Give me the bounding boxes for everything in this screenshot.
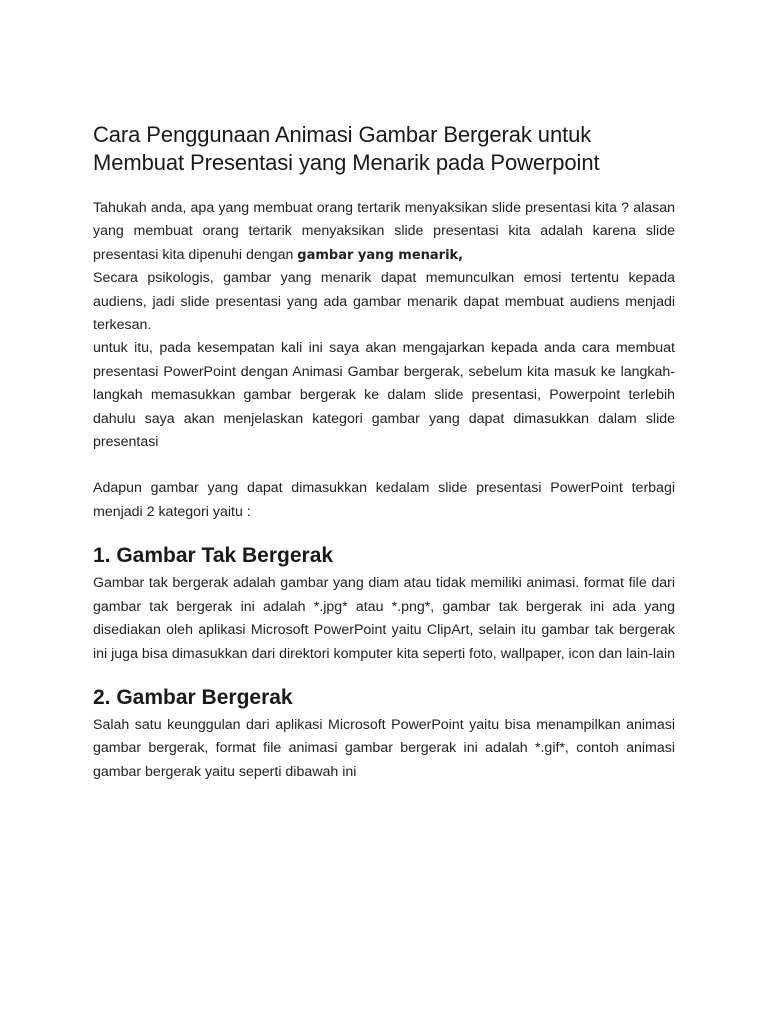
title-line-1: Cara Penggunaan Animasi Gambar Bergerak untuk: [93, 122, 592, 147]
section-heading-gambar-tak-bergerak: 1. Gambar Tak Bergerak: [93, 544, 334, 568]
section-heading-gambar-bergerak: 2. Gambar Bergerak: [93, 685, 293, 709]
intro-text: Tahukah anda, apa yang membuat orang tertarik menyaksikan slide presentasi kita ? alasan yang membuat orang tertarik menyaksikan slide presentasi kita adalah karena slide presentasi kita dipenuhi dengan: [93, 200, 675, 263]
paragraph-spacer: [93, 454, 675, 477]
title-line-2: Membuat Presentasi yang Menarik pada Powerpoint: [93, 150, 600, 175]
document-page: [93, 121, 675, 784]
section-body-gambar-tak-bergerak: Gambar tak bergerak adalah gambar yang diam atau tidak memiliki animasi. format file dari gambar tak bergerak ini adalah *.jpg* atau *.png*, gambar tak bergerak ini ada yang disediakan oleh aplikasi Microsoft PowerPoint yaitu ClipArt, selain itu gambar tak bergerak ini juga bisa dimasukkan dari direktori komputer kita seperti foto, wallpaper, icon dan lain-lain: [93, 575, 675, 662]
untuk-itu-paragraph: untuk itu, pada kesempatan kali ini saya akan mengajarkan kepada anda cara membuat presentasi PowerPoint dengan Animasi Gambar bergerak, sebelum kita masuk ke langkah-langkah memasukkan gambar bergerak ke dalam slide presentasi, Powerpoint terlebih dahulu saya akan menjelaskan kategori gambar yang dapat dimasukkan dalam slide presentasi: [93, 340, 675, 451]
document-title: [93, 121, 675, 177]
intro-paragraph: [93, 197, 675, 267]
intro-bold-phrase: gambar yang menarik,: [297, 247, 464, 263]
adapun-paragraph: Adapun gambar yang dapat dimasukkan kedalam slide presentasi PowerPoint terbagi menjadi 2 kategori yaitu :: [93, 480, 675, 520]
section-body-gambar-bergerak: Salah satu keunggulan dari aplikasi Microsoft PowerPoint yaitu bisa menampilkan animasi gambar bergerak, format file animasi gambar bergerak ini adalah *.gif*, contoh animasi gambar bergerak yaitu seperti dibawah ini: [93, 716, 675, 780]
psikologis-paragraph: Secara psikologis, gambar yang menarik dapat memunculkan emosi tertentu kepada audiens, jadi slide presentasi yang ada gambar menarik dapat membuat audiens menjadi terkesan.: [93, 270, 675, 334]
